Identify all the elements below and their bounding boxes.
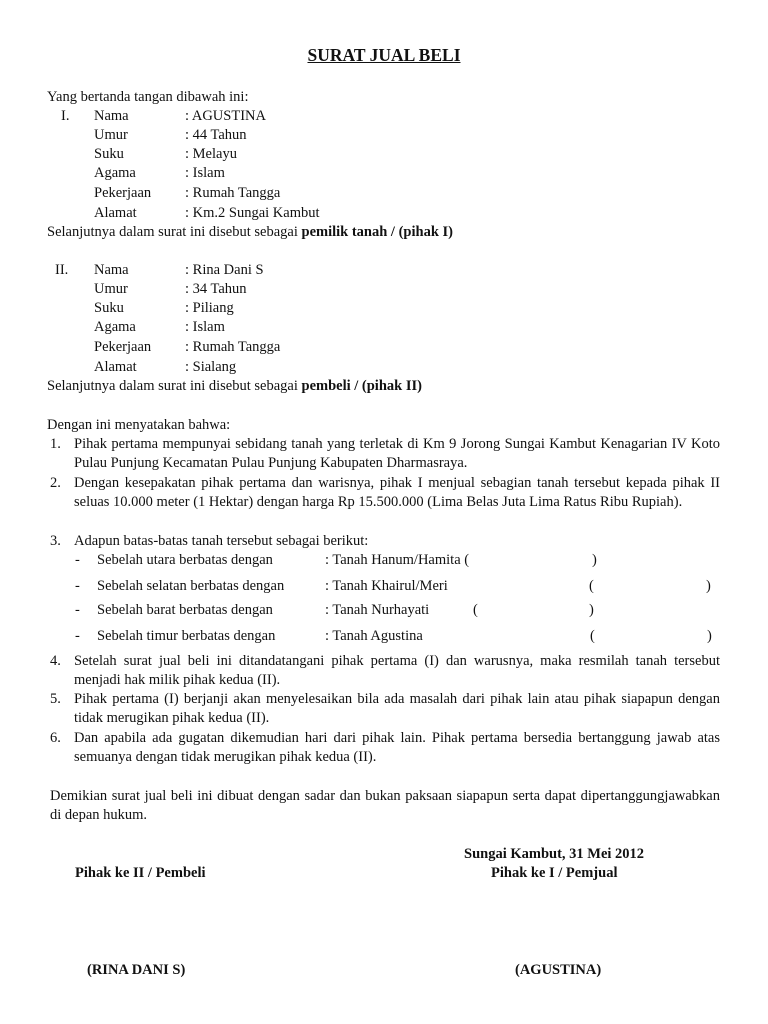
border-west-side: Sebelah barat berbatas dengan [97,602,273,618]
party-1-religion-label: Agama [94,165,136,181]
border-west-open: ( [473,602,478,618]
border-south-open: ( [589,578,594,594]
clause-2-number: 2. [50,475,61,491]
party-1-roman: I. [61,108,70,124]
party-1-age-value: : 44 Tahun [185,127,247,143]
clause-1-text: Pihak pertama mempunyai sebidang tanah yang terletak di Km 9 Jorong Sungai Kambut Kenagarian IV Koto Pulau Punjung Kecamatan Pulau Punjung Kabupaten Dharmasraya. [74,436,720,472]
clause-5-text: Pihak pertama (I) berjanji akan menyelesaikan bila ada masalah dari pihak lain atau pihak siapapun dengan tidak merugikan pihak kedua (II). [74,691,720,727]
clause-2-text: Dengan kesepakatan pihak pertama dan warisnya, pihak I menjual sebagian tanah tersebut kepada pihak II seluas 10.000 meter (1 Hektar) dengan harga Rp 15.500.000 (Lima Belas Juta Lima Ratus Ribu Rupiah). [74,475,720,511]
party-1-religion-value: : Islam [185,165,225,181]
place-and-date: Sungai Kambut, 31 Mei 2012 [464,846,645,862]
party-2-age-label: Umur [94,281,128,297]
party-2-designation-prefix: Selanjutnya dalam surat ini disebut sebagai [47,378,302,394]
border-east-value: : Tanah Agustina [325,628,423,644]
party-2-ethnicity-value: : Piliang [185,300,234,316]
border-north-value: : Tanah Hanum/Hamita ( [325,552,470,568]
party-1-address-label: Alamat [94,205,137,221]
signer-right-role: Pihak ke I / Pemjual [491,865,618,881]
border-south-side: Sebelah selatan berbatas dengan [97,578,285,594]
clause-5-number: 5. [50,691,61,707]
border-south-value: : Tanah Khairul/Meri [325,578,448,594]
party-1-designation-prefix: Selanjutnya dalam surat ini disebut sebagai [47,224,302,240]
party-1-occupation-value: : Rumah Tangga [185,185,281,201]
party-1-age-label: Umur [94,127,128,143]
party-2-name-value: : Rina Dani S [185,262,264,278]
border-east-side: Sebelah timur berbatas dengan [97,628,276,644]
clause-4-text: Setelah surat jual beli ini ditandatangani pihak pertama (I) dan warusnya, maka resmilah tanah tersebut menjadi hak milik pihak kedua (II). [74,653,720,689]
border-east-close: ) [707,628,712,644]
border-east-dash: - [75,628,80,644]
clause-3-number: 3. [50,533,61,549]
signer-left-role: Pihak ke II / Pembeli [75,865,206,881]
border-west-value: : Tanah Nurhayati [325,602,430,618]
party-2-roman: II. [55,262,69,278]
border-south-close: ) [706,578,711,594]
party-2-occupation-label: Pekerjaan [94,339,152,355]
party-2-name-label: Nama [94,262,129,278]
party-1-occupation-label: Pekerjaan [94,185,152,201]
signer-left-name: (RINA DANI S) [87,962,186,978]
clause-3-text: Adapun batas-batas tanah tersebut sebagai berikut: [74,533,369,549]
party-1-designation [47,223,453,242]
party-1-designation-role: pemilik tanah / (pihak I) [301,224,453,240]
party-2-religion-value: : Islam [185,319,225,335]
party-2-designation [47,377,422,396]
party-1-ethnicity-label: Suku [94,146,124,162]
border-north-dash: - [75,552,80,568]
closing-statement: Demikian surat jual beli ini dibuat dengan sadar dan bukan paksaan siapapun serta dapat dipertanggungjawabkan di depan hukum. [50,788,720,824]
party-2-address-label: Alamat [94,359,137,375]
border-west-dash: - [75,602,80,618]
intro-text: Yang bertanda tangan dibawah ini: [47,89,249,105]
party-2-religion-label: Agama [94,319,136,335]
signer-right-name: (AGUSTINA) [515,962,602,978]
border-south-dash: - [75,578,80,594]
party-1-ethnicity-value: : Melayu [185,146,237,162]
clause-6-text: Dan apabila ada gugatan dikemudian hari dari pihak lain. Pihak pertama bersedia bertanggung jawab atas semuanya dengan tidak merugikan pihak kedua (II). [74,730,720,766]
party-1-address-value: : Km.2 Sungai Kambut [185,205,320,221]
border-north-close: ) [592,552,597,568]
border-north-side: Sebelah utara berbatas dengan [97,552,273,568]
party-1-name-value: : AGUSTINA [185,108,266,124]
party-2-ethnicity-label: Suku [94,300,124,316]
party-2-occupation-value: : Rumah Tangga [185,339,281,355]
party-2-designation-role: pembeli / (pihak II) [301,378,422,394]
clause-6-number: 6. [50,730,61,746]
clause-4-number: 4. [50,653,61,669]
party-1-name-label: Nama [94,108,129,124]
border-east-open: ( [590,628,595,644]
clause-1-number: 1. [50,436,61,452]
party-2-age-value: : 34 Tahun [185,281,247,297]
border-west-close: ) [589,602,594,618]
document-title: SURAT JUAL BELI [307,45,461,65]
declaration-heading: Dengan ini menyatakan bahwa: [47,417,231,433]
party-2-address-value: : Sialang [185,359,237,375]
